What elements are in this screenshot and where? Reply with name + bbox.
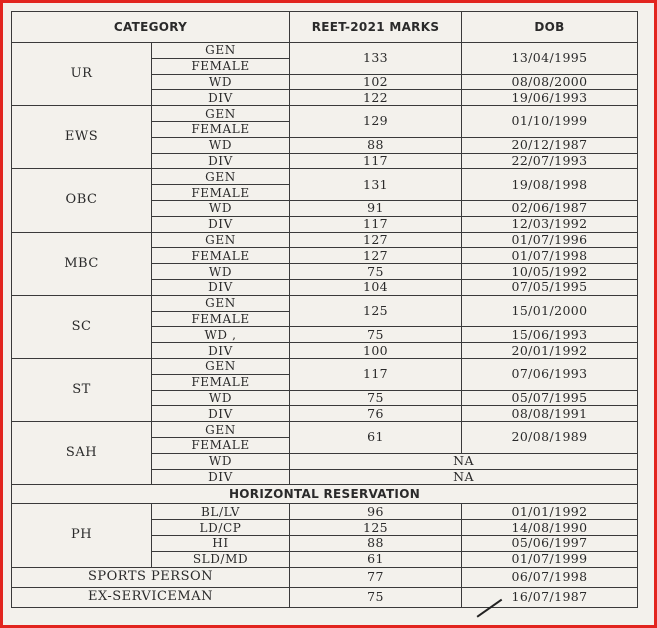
marks-cell: 61 — [290, 422, 462, 454]
subcategory-name: GEN — [152, 358, 290, 374]
dob-cell: 10/05/1992 — [462, 264, 638, 280]
subcategory-name: FEMALE — [152, 58, 290, 74]
table-row — [12, 106, 638, 122]
subcategory-name: DIV — [152, 469, 290, 485]
marks-cell: 129 — [290, 106, 462, 138]
dob-cell: 16/07/1987 — [462, 587, 638, 607]
dob-cell: 15/01/2000 — [462, 295, 638, 327]
subcategory-name: DIV — [152, 153, 290, 169]
dob-cell: 22/07/1993 — [462, 153, 638, 169]
subcategory-name: HI — [152, 535, 290, 551]
subcategory-name: FEMALE — [152, 437, 290, 453]
table-row — [12, 422, 638, 438]
category-name: EWS — [12, 106, 152, 169]
table-row — [12, 504, 638, 520]
subcategory-name: DIV — [152, 343, 290, 359]
dob-cell: 05/06/1997 — [462, 535, 638, 551]
subcategory-name: LD/CP — [152, 520, 290, 536]
subcategory-name: GEN — [152, 422, 290, 438]
marks-cell: 125 — [290, 520, 462, 536]
marks-cell: 133 — [290, 43, 462, 75]
category-name: SC — [12, 295, 152, 358]
marks-cell: 96 — [290, 504, 462, 520]
subcategory-name: GEN — [152, 295, 290, 311]
marks-cell: 75 — [290, 587, 462, 607]
dob-cell: 01/01/1992 — [462, 504, 638, 520]
subcategory-name: WD — [152, 200, 290, 216]
category-name: UR — [12, 43, 152, 106]
marks-cell: 75 — [290, 327, 462, 343]
dob-cell: 19/06/1993 — [462, 90, 638, 106]
category-name: PH — [12, 504, 152, 567]
dob-cell: 20/12/1987 — [462, 137, 638, 153]
table-row — [12, 43, 638, 59]
dob-cell: 01/10/1999 — [462, 106, 638, 138]
dob-cell: 08/08/2000 — [462, 74, 638, 90]
subcategory-name: WD — [152, 264, 290, 280]
marks-cell: 75 — [290, 390, 462, 406]
subcategory-name: WD — [152, 453, 290, 469]
marks-cell: 117 — [290, 358, 462, 390]
na-cell: NA — [290, 453, 638, 469]
header-category: CATEGORY — [12, 12, 290, 43]
marks-cell: 125 — [290, 295, 462, 327]
header-row — [12, 12, 638, 43]
marks-cell: 122 — [290, 90, 462, 106]
dob-cell: 01/07/1999 — [462, 551, 638, 567]
subcategory-name: DIV — [152, 216, 290, 232]
category-name: MBC — [12, 232, 152, 295]
marks-cell: 91 — [290, 200, 462, 216]
dob-cell: 08/08/1991 — [462, 406, 638, 422]
dob-cell: 01/07/1996 — [462, 232, 638, 248]
subcategory-name: WD , — [152, 327, 290, 343]
table-row — [12, 232, 638, 248]
dob-cell: 02/06/1987 — [462, 200, 638, 216]
dob-cell: 07/05/1995 — [462, 279, 638, 295]
marks-cell: 127 — [290, 248, 462, 264]
section-row — [12, 485, 638, 504]
subcategory-name: DIV — [152, 406, 290, 422]
marks-cell: 61 — [290, 551, 462, 567]
section-heading: HORIZONTAL RESERVATION — [12, 485, 638, 504]
category-name: SPORTS PERSON — [12, 567, 290, 587]
marks-cell: 88 — [290, 535, 462, 551]
header-marks: REET-2021 MARKS — [290, 12, 462, 43]
marks-cell: 88 — [290, 137, 462, 153]
reet-cutoff-table — [11, 11, 638, 608]
category-name: EX-SERVICEMAN — [12, 587, 290, 607]
dob-cell: 01/07/1998 — [462, 248, 638, 264]
marks-cell: 117 — [290, 153, 462, 169]
category-name: ST — [12, 358, 152, 421]
dob-cell: 20/01/1992 — [462, 343, 638, 359]
subcategory-name: DIV — [152, 279, 290, 295]
marks-cell: 75 — [290, 264, 462, 280]
marks-cell: 77 — [290, 567, 462, 587]
dob-cell: 12/03/1992 — [462, 216, 638, 232]
dob-cell: 06/07/1998 — [462, 567, 638, 587]
subcategory-name: FEMALE — [152, 311, 290, 327]
subcategory-name: BL/LV — [152, 504, 290, 520]
dob-cell: 15/06/1993 — [462, 327, 638, 343]
category-name: SAH — [12, 422, 152, 485]
dob-cell: 05/07/1995 — [462, 390, 638, 406]
marks-cell: 76 — [290, 406, 462, 422]
subcategory-name: SLD/MD — [152, 551, 290, 567]
marks-cell: 102 — [290, 74, 462, 90]
na-cell: NA — [290, 469, 638, 485]
dob-cell: 07/06/1993 — [462, 358, 638, 390]
dob-cell: 19/08/1998 — [462, 169, 638, 201]
subcategory-name: FEMALE — [152, 374, 290, 390]
table-row — [12, 169, 638, 185]
subcategory-name: GEN — [152, 169, 290, 185]
table-body — [12, 43, 638, 608]
marks-cell: 117 — [290, 216, 462, 232]
table-row — [12, 358, 638, 374]
subcategory-name: FEMALE — [152, 121, 290, 137]
category-name: OBC — [12, 169, 152, 232]
marks-cell: 131 — [290, 169, 462, 201]
table-row — [12, 567, 638, 587]
subcategory-name: FEMALE — [152, 185, 290, 201]
subcategory-name: WD — [152, 137, 290, 153]
header-dob: DOB — [462, 12, 638, 43]
dob-cell: 14/08/1990 — [462, 520, 638, 536]
subcategory-name: GEN — [152, 106, 290, 122]
subcategory-name: GEN — [152, 43, 290, 59]
subcategory-name: DIV — [152, 90, 290, 106]
subcategory-name: WD — [152, 390, 290, 406]
marks-cell: 127 — [290, 232, 462, 248]
subcategory-name: FEMALE — [152, 248, 290, 264]
subcategory-name: GEN — [152, 232, 290, 248]
dob-cell: 13/04/1995 — [462, 43, 638, 75]
dob-cell: 20/08/1989 — [462, 422, 638, 454]
marks-cell: 104 — [290, 279, 462, 295]
table-row — [12, 587, 638, 607]
marks-cell: 100 — [290, 343, 462, 359]
subcategory-name: WD — [152, 74, 290, 90]
table-row — [12, 295, 638, 311]
